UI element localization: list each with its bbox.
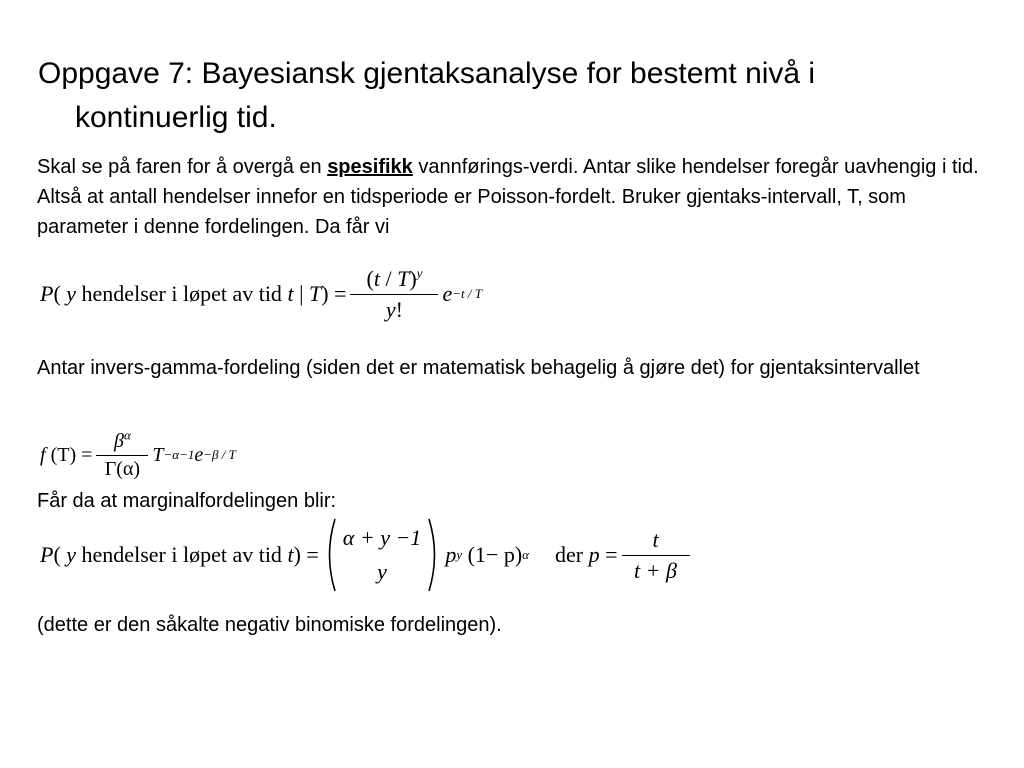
f3-frac-denominator: t + β: [622, 555, 690, 584]
f2-f: f: [40, 443, 46, 466]
f1-P: P: [40, 281, 54, 306]
f1-text: hendelser i løpet av tid: [76, 281, 288, 306]
f3-binomial: [323, 517, 442, 593]
f3-close: ) =: [293, 542, 319, 567]
f3-t: t: [287, 542, 294, 567]
f3-open: (: [53, 542, 61, 567]
title-line-1: Oppgave 7: Bayesiansk gjentaksanalyse for bestemt nivå i: [38, 57, 816, 90]
f3-P: P: [40, 542, 54, 567]
f3-equals: =: [605, 542, 618, 567]
f3-p: p: [445, 542, 457, 567]
f2-denominator: Γ(α): [96, 455, 148, 481]
f1-numerator: (t / T)$^y$: [366, 265, 423, 291]
f2-fraction: [96, 426, 148, 481]
f1-T: T: [308, 281, 322, 306]
f1-denominator: y!: [350, 294, 438, 323]
formula-inverse-gamma: f (T) = $\frac{\beta^\alpha}{\Gamma(\alpha)}$ T −α−1 e −β / T: [40, 426, 236, 480]
f3-binom-bottom: y: [377, 559, 387, 584]
paragraph-marginal: Får da at marginalfordelingen blir:: [37, 490, 337, 512]
f3-frac-numerator: t: [652, 526, 659, 552]
intro-text-start: Skal se på faren for å overgå en: [37, 156, 328, 178]
f1-bar: |: [293, 281, 309, 306]
f3-one-minus-p: (1− p): [467, 542, 523, 567]
f3-right-paren: [427, 517, 441, 593]
f3-binom-top: α + y −1: [342, 525, 422, 550]
f3-y: y: [66, 542, 77, 567]
intro-text-end: vannførings-verdi. Antar slike hendelser foregår uavhengig i tid. Altså at antall hendelser innefor en tidsperiode er Poisson-fordelt. Bruker gjentaks-intervall, T, som parameter i denne fordelingen. Da får vi: [37, 156, 979, 238]
f3-left-paren: [323, 517, 337, 593]
f2-numerator: $\beta^\alpha$: [113, 426, 131, 452]
slide-title: [38, 52, 998, 140]
f3-fraction: [622, 527, 690, 584]
paragraph-inverse-gamma: Antar invers-gamma-fordeling (siden det er matematisk behagelig å gjøre det) for gjentaksintervallet: [37, 357, 920, 379]
f1-fraction: [350, 266, 438, 323]
title-line-2: kontinuerlig tid.: [75, 101, 277, 134]
f3-p-def: p: [588, 542, 600, 567]
f2-e: e: [194, 443, 204, 466]
paragraph-intro: [37, 152, 997, 242]
f1-open: (: [53, 281, 61, 306]
f3-der: der: [554, 542, 584, 567]
formula-negative-binomial: P ( y hendelser i løpet av tid t ) = α + y −1 y p y (1− p) α der p = $\frac{t}{t + \beta}$: [40, 516, 694, 594]
f1-t: t: [287, 281, 294, 306]
f1-close: ) =: [321, 281, 347, 306]
f2-T: T: [152, 443, 164, 466]
f1-e: e: [442, 281, 453, 306]
f1-y: y: [66, 281, 77, 306]
f3-text: hendelser i løpet av tid: [76, 542, 288, 567]
f2-arg: (T) =: [50, 443, 93, 466]
paragraph-negative-binomial-note: (dette er den såkalte negativ binomiske fordelingen).: [37, 614, 502, 636]
formula-poisson: P ( y hendelser i løpet av tid t | T ) = $\frac{(t / T)^y}{y!}$ e −t / T: [40, 265, 482, 322]
intro-emphasis: spesifikk: [327, 156, 413, 178]
